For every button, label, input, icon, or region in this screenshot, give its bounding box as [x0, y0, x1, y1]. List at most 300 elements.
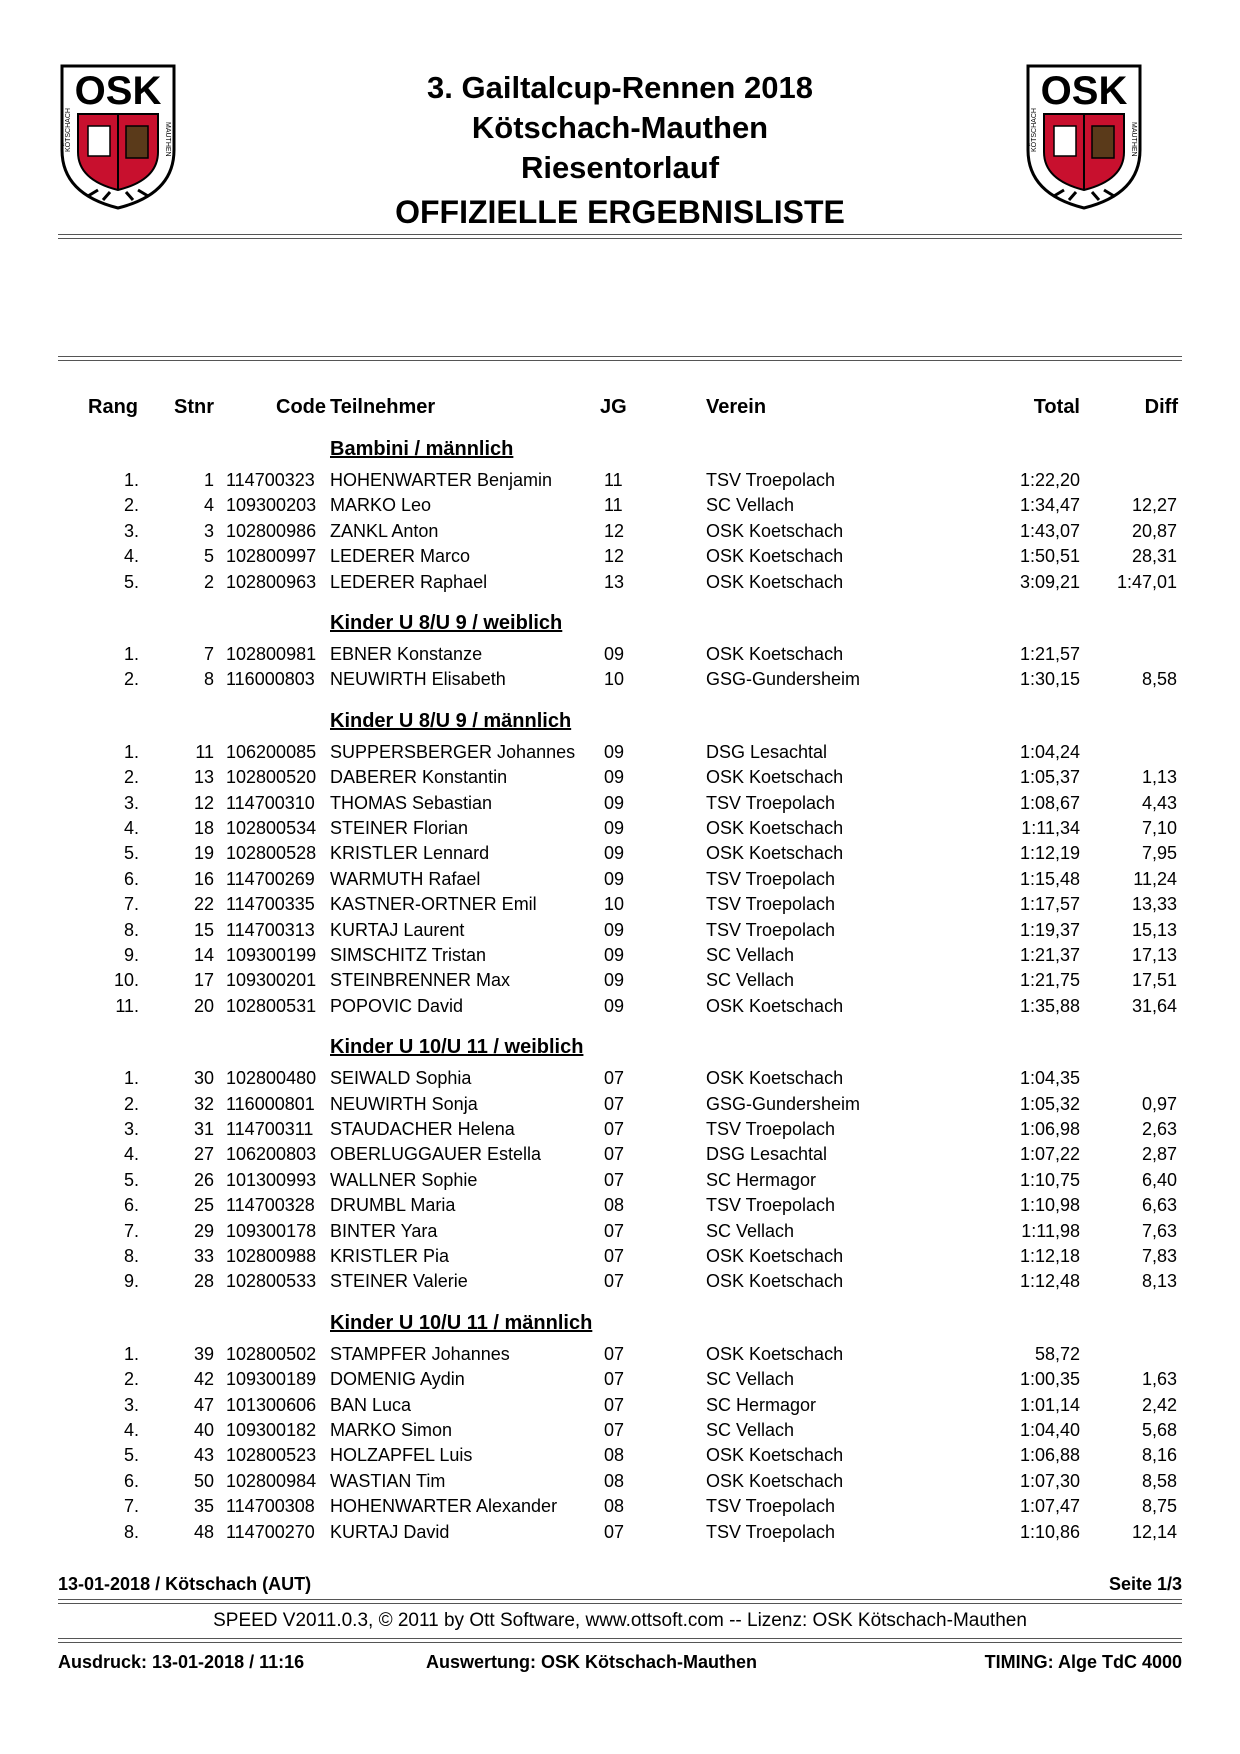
col-jg: JG: [600, 396, 627, 418]
category-title: Kinder U 10/U 11 / männlich: [330, 1311, 593, 1334]
birth-year: 09: [604, 644, 625, 664]
time-diff: 12,14: [1131, 1521, 1177, 1542]
start-number: 26: [193, 1169, 214, 1190]
code: 114700310: [226, 792, 315, 813]
osk-logo-left: [58, 62, 178, 212]
birth-year: 09: [604, 767, 625, 788]
logo-text: OSK: [1040, 69, 1128, 113]
result-row: [0, 1395, 1240, 1419]
result-row: [0, 1496, 1240, 1520]
time-diff: 17,51: [1131, 970, 1177, 991]
result-row: [0, 970, 1240, 994]
result-row: [0, 793, 1240, 817]
total-time: 1:15,48: [1019, 868, 1080, 889]
birth-year: 07: [604, 1246, 625, 1266]
athlete-name: STEINBRENNER Max: [330, 970, 511, 991]
start-number: 14: [193, 945, 214, 965]
start-number: 11: [195, 741, 214, 762]
rank: 2.: [123, 1369, 139, 1390]
result-row: [0, 1170, 1240, 1194]
total-time: 1:34,47: [1019, 495, 1080, 516]
birth-year: 07: [604, 1394, 625, 1415]
time-diff: 1:47,01: [1116, 571, 1177, 592]
result-row: [0, 644, 1240, 668]
athlete-name: LEDERER Raphael: [330, 571, 488, 592]
birth-year: 09: [604, 995, 625, 1016]
total-time: 1:06,98: [1019, 1119, 1080, 1139]
svg-text:KÖTSCHACH: KÖTSCHACH: [65, 108, 72, 152]
svg-text:MAUTHEN: MAUTHEN: [1130, 122, 1137, 157]
result-row: [0, 1221, 1240, 1245]
athlete-name: DRUMBL Maria: [330, 1195, 456, 1216]
club: TSV Troepolach: [706, 1496, 836, 1517]
start-number: 40: [193, 1420, 214, 1440]
athlete-name: STEINER Valerie: [330, 1271, 468, 1292]
rank: 4.: [123, 546, 139, 567]
birth-year: 07: [604, 1144, 625, 1165]
club: GSG-Gundersheim: [706, 1093, 861, 1114]
start-number: 17: [193, 970, 214, 991]
athlete-name: EBNER Konstanze: [330, 644, 483, 664]
col-stnr: Stnr: [174, 396, 214, 418]
club: OSK Koetschach: [706, 571, 844, 592]
footer-printed: Ausdruck: 13-01-2018 / 11:16: [58, 1652, 305, 1672]
athlete-name: WASTIAN Tim: [330, 1470, 446, 1491]
start-number: 25: [193, 1195, 214, 1216]
athlete-name: STAMPFER Johannes: [330, 1343, 510, 1364]
total-time: 1:05,37: [1019, 767, 1080, 788]
birth-year: 09: [604, 741, 625, 762]
rank: 8.: [123, 919, 139, 940]
club: OSK Koetschach: [706, 1343, 844, 1364]
club: TSV Troepolach: [706, 1195, 836, 1216]
result-row: [0, 1471, 1240, 1495]
club: OSK Koetschach: [706, 1470, 844, 1491]
athlete-name: STEINER Florian: [330, 818, 469, 838]
category-title: Bambini / männlich: [330, 438, 514, 460]
athlete-name: LEDERER Marco: [330, 546, 471, 567]
total-time: 1:10,75: [1019, 1169, 1080, 1190]
start-number: 15: [193, 919, 214, 940]
rank: 5.: [123, 571, 139, 592]
code: 102800997: [226, 546, 317, 567]
athlete-name: DOMENIG Aydin: [330, 1369, 465, 1390]
result-row: [0, 1369, 1240, 1393]
start-number: 20: [193, 995, 214, 1016]
athlete-name: WALLNER Sophie: [330, 1169, 478, 1190]
total-time: 1:07,30: [1019, 1470, 1080, 1491]
svg-text:MAUTHEN: MAUTHEN: [164, 122, 171, 157]
start-number: 29: [193, 1220, 214, 1241]
birth-year: 08: [604, 1496, 625, 1517]
start-number: 43: [193, 1445, 214, 1466]
start-number: 31: [193, 1119, 214, 1139]
result-row: [0, 894, 1240, 918]
club: TSV Troepolach: [706, 919, 836, 940]
code: 114700323: [226, 470, 315, 490]
athlete-name: OBERLUGGAUER Estella: [330, 1144, 542, 1165]
time-diff: 28,31: [1131, 546, 1177, 567]
result-row: [0, 1344, 1240, 1368]
total-time: 1:21,75: [1019, 970, 1080, 991]
code: 102800531: [226, 995, 317, 1016]
total-time: 1:12,18: [1019, 1246, 1080, 1266]
total-time: 58,72: [1034, 1343, 1080, 1364]
col-total: Total: [1033, 396, 1080, 418]
rank: 4.: [123, 1144, 139, 1165]
club: TSV Troepolach: [706, 868, 836, 889]
total-time: 1:30,15: [1019, 669, 1080, 690]
athlete-name: POPOVIC David: [330, 995, 464, 1016]
birth-year: 09: [604, 818, 625, 838]
total-time: 1:17,57: [1019, 894, 1080, 915]
result-row: [0, 470, 1240, 494]
code: 102800523: [226, 1445, 317, 1466]
athlete-name: KURTAJ Laurent: [330, 919, 465, 940]
time-diff: 11,24: [1133, 868, 1177, 889]
start-number: 13: [193, 767, 214, 788]
total-time: 1:06,88: [1019, 1445, 1080, 1466]
athlete-name: SEIWALD Sophia: [330, 1068, 472, 1089]
athlete-name: KRISTLER Lennard: [330, 843, 490, 864]
rank: 7.: [123, 894, 139, 915]
club: OSK Koetschach: [706, 1445, 844, 1466]
birth-year: 07: [604, 1420, 625, 1440]
result-row: [0, 945, 1240, 969]
start-number: 48: [193, 1521, 214, 1542]
club: SC Hermagor: [706, 1169, 817, 1190]
start-number: 47: [193, 1394, 214, 1415]
birth-year: 07: [604, 1093, 625, 1114]
club: OSK Koetschach: [706, 843, 844, 864]
result-row: [0, 1144, 1240, 1168]
athlete-name: NEUWIRTH Elisabeth: [330, 669, 506, 690]
start-number: 16: [193, 868, 214, 889]
col-code: Code: [276, 396, 326, 418]
total-time: 1:07,47: [1019, 1496, 1080, 1517]
athlete-name: STAUDACHER Helena: [330, 1119, 515, 1139]
start-number: 7: [203, 644, 214, 664]
rank: 3.: [123, 792, 139, 813]
time-diff: 1,63: [1141, 1369, 1177, 1390]
start-number: 30: [193, 1068, 214, 1089]
birth-year: 08: [604, 1470, 625, 1491]
club: OSK Koetschach: [706, 995, 844, 1016]
start-number: 42: [193, 1369, 214, 1390]
svg-text:KÖTSCHACH: KÖTSCHACH: [1031, 108, 1038, 152]
time-diff: 13,33: [1131, 894, 1177, 915]
rank: 5.: [123, 843, 139, 864]
club: TSV Troepolach: [706, 470, 836, 490]
result-row: [0, 1522, 1240, 1546]
start-number: 39: [193, 1343, 214, 1364]
osk-logo-right: [1024, 62, 1144, 212]
time-diff: 8,13: [1141, 1271, 1177, 1292]
code: 102800984: [226, 1470, 317, 1491]
start-number: 12: [193, 792, 214, 813]
time-diff: 12,27: [1131, 495, 1177, 516]
total-time: 1:11,98: [1021, 1220, 1080, 1241]
total-time: 1:50,51: [1019, 546, 1080, 567]
athlete-name: SIMSCHITZ Tristan: [330, 945, 487, 965]
rank: 2.: [123, 669, 139, 690]
birth-year: 07: [604, 1119, 625, 1139]
birth-year: 09: [604, 970, 625, 991]
table-top-divider: [58, 356, 1182, 361]
club: TSV Troepolach: [706, 1119, 836, 1139]
code: 109300178: [226, 1220, 317, 1241]
code: 114700328: [226, 1195, 315, 1216]
rank: 6.: [123, 868, 139, 889]
col-rang: Rang: [88, 396, 138, 418]
start-number: 35: [193, 1496, 214, 1517]
athlete-name: THOMAS Sebastian: [330, 792, 493, 813]
total-time: 1:08,67: [1019, 792, 1080, 813]
result-row: [0, 572, 1240, 596]
total-time: 1:07,22: [1019, 1144, 1080, 1165]
rank: 6.: [123, 1470, 139, 1491]
code: 116000803: [226, 669, 315, 690]
total-time: 1:43,07: [1019, 520, 1080, 541]
code: 102800981: [226, 644, 317, 664]
result-row: [0, 1445, 1240, 1469]
club: OSK Koetschach: [706, 546, 844, 567]
footer-timing: TIMING: Alge TdC 4000: [984, 1652, 1182, 1672]
rank: 8.: [123, 1246, 139, 1266]
start-number: 33: [193, 1246, 214, 1266]
total-time: 1:22,20: [1019, 470, 1080, 490]
start-number: 5: [203, 546, 214, 567]
category-title: Kinder U 8/U 9 / weiblich: [330, 612, 563, 634]
club: SC Vellach: [706, 1220, 795, 1241]
rank: 3.: [123, 520, 139, 541]
athlete-name: BINTER Yara: [330, 1220, 438, 1241]
birth-year: 07: [604, 1068, 625, 1089]
club: SC Vellach: [706, 945, 795, 965]
result-row: [0, 869, 1240, 893]
total-time: 1:21,57: [1019, 644, 1080, 664]
rank: 3.: [123, 1119, 139, 1139]
rank: 9.: [123, 1271, 139, 1292]
result-row: [0, 996, 1240, 1020]
club: OSK Koetschach: [706, 1246, 844, 1266]
code: 102800520: [226, 767, 317, 788]
code: 102800528: [226, 843, 317, 864]
athlete-name: KASTNER-ORTNER Emil: [330, 894, 537, 915]
code: 101300606: [226, 1394, 317, 1415]
result-row: [0, 1420, 1240, 1444]
rank: 7.: [123, 1496, 139, 1517]
code: 114700269: [226, 868, 315, 889]
code: 109300203: [226, 495, 317, 516]
code: 114700335: [226, 894, 315, 915]
result-row: [0, 767, 1240, 791]
club: SC Hermagor: [706, 1394, 817, 1415]
total-time: 1:10,98: [1019, 1195, 1080, 1216]
athlete-name: MARKO Leo: [330, 495, 432, 516]
start-number: 19: [193, 843, 214, 864]
birth-year: 12: [604, 546, 625, 567]
athlete-name: SUPPERSBERGER Johannes: [330, 741, 576, 762]
club: SC Vellach: [706, 970, 795, 991]
birth-year: 07: [604, 1369, 625, 1390]
time-diff: 15,13: [1131, 919, 1177, 940]
code: 114700270: [226, 1521, 315, 1542]
time-diff: 8,58: [1141, 669, 1177, 690]
result-row: [0, 1119, 1240, 1143]
club: TSV Troepolach: [706, 894, 836, 915]
birth-year: 09: [604, 919, 625, 940]
club: DSG Lesachtal: [706, 741, 828, 762]
time-diff: 7,10: [1141, 818, 1177, 838]
code: 101300993: [226, 1169, 317, 1190]
start-number: 22: [193, 894, 214, 915]
rank: 9.: [123, 945, 139, 965]
birth-year: 07: [604, 1220, 625, 1241]
club: TSV Troepolach: [706, 792, 836, 813]
start-number: 18: [193, 818, 214, 838]
rank: 1.: [123, 644, 139, 664]
birth-year: 09: [604, 792, 625, 813]
code: 109300182: [226, 1420, 317, 1440]
title-block: [300, 68, 940, 232]
birth-year: 11: [604, 470, 623, 490]
event-discipline: Riesentorlauf: [520, 150, 720, 185]
result-row: [0, 546, 1240, 570]
club: OSK Koetschach: [706, 644, 844, 664]
total-time: 1:05,32: [1019, 1093, 1080, 1114]
time-diff: 2,87: [1141, 1144, 1177, 1165]
athlete-name: MARKO Simon: [330, 1420, 453, 1440]
code: 102800480: [226, 1068, 317, 1089]
start-number: 27: [193, 1144, 214, 1165]
col-verein: Verein: [706, 396, 767, 418]
total-time: 1:04,35: [1019, 1068, 1080, 1089]
total-time: 1:12,48: [1019, 1271, 1080, 1292]
footer-divider-1: [58, 1599, 1182, 1604]
rank: 4.: [123, 818, 139, 838]
birth-year: 07: [604, 1521, 625, 1542]
result-row: [0, 742, 1240, 766]
result-row: [0, 669, 1240, 693]
total-time: 1:04,24: [1019, 741, 1080, 762]
club: GSG-Gundersheim: [706, 669, 861, 690]
total-time: 1:35,88: [1019, 995, 1080, 1016]
athlete-name: ZANKL Anton: [330, 520, 439, 541]
code: 106200803: [226, 1144, 317, 1165]
rank: 1.: [123, 470, 139, 490]
rank: 8.: [123, 1521, 139, 1542]
rank: 6.: [123, 1195, 139, 1216]
time-diff: 5,68: [1141, 1420, 1177, 1440]
birth-year: 13: [604, 571, 625, 592]
footer-date-place: 13-01-2018 / Kötschach (AUT): [58, 1574, 312, 1594]
category-title: Kinder U 8/U 9 / männlich: [330, 709, 572, 732]
birth-year: 07: [604, 1169, 625, 1190]
time-diff: 6,40: [1141, 1169, 1177, 1190]
club: OSK Koetschach: [706, 818, 844, 838]
athlete-name: HOHENWARTER Benjamin: [330, 470, 553, 490]
total-time: 1:11,34: [1021, 818, 1080, 838]
rank: 11.: [115, 995, 139, 1016]
start-number: 1: [203, 470, 214, 490]
result-row: [0, 1068, 1240, 1092]
result-row: [0, 843, 1240, 867]
start-number: 8: [203, 669, 214, 690]
time-diff: 8,16: [1141, 1445, 1177, 1466]
result-row: [0, 1246, 1240, 1270]
rank: 1.: [123, 741, 139, 762]
code: 109300201: [226, 970, 317, 991]
athlete-name: BAN Luca: [330, 1394, 412, 1415]
rank: 7.: [123, 1220, 139, 1241]
time-diff: 31,64: [1131, 995, 1177, 1016]
athlete-name: KURTAJ David: [330, 1521, 450, 1542]
logo-text: OSK: [74, 69, 162, 113]
total-time: 1:10,86: [1019, 1521, 1080, 1542]
code: 102800502: [226, 1343, 317, 1364]
birth-year: 08: [604, 1445, 625, 1466]
total-time: 1:12,19: [1019, 843, 1080, 864]
birth-year: 10: [604, 894, 625, 915]
start-number: 28: [193, 1271, 214, 1292]
birth-year: 07: [604, 1271, 625, 1292]
rank: 5.: [123, 1169, 139, 1190]
total-time: 1:04,40: [1019, 1420, 1080, 1440]
birth-year: 08: [604, 1195, 625, 1216]
code: 109300189: [226, 1369, 317, 1390]
rank: 2.: [123, 495, 139, 516]
result-row: [0, 1271, 1240, 1295]
result-row: [0, 521, 1240, 545]
rank: 2.: [123, 767, 139, 788]
rank: 1.: [123, 1068, 139, 1089]
col-diff: Diff: [1144, 396, 1178, 418]
total-time: 1:21,37: [1019, 945, 1080, 965]
time-diff: 4,43: [1141, 792, 1177, 813]
athlete-name: DABERER Konstantin: [330, 767, 508, 788]
total-time: 1:01,14: [1019, 1394, 1080, 1415]
athlete-name: KRISTLER Pia: [330, 1246, 450, 1266]
club: OSK Koetschach: [706, 767, 844, 788]
footer-software: SPEED V2011.0.3, © 2011 by Ott Software, www.ottsoft.com -- Lizenz: OSK Kötschach-Mauthen: [213, 1610, 1027, 1631]
event-location: Kötschach-Mauthen: [471, 110, 769, 145]
code: 102800533: [226, 1271, 317, 1292]
time-diff: 0,97: [1141, 1093, 1177, 1114]
time-diff: 17,13: [1131, 945, 1177, 965]
birth-year: 12: [604, 520, 625, 541]
time-diff: 7,95: [1141, 843, 1177, 864]
start-number: 32: [193, 1093, 214, 1114]
code: 102800986: [226, 520, 317, 541]
code: 102800963: [226, 571, 317, 592]
time-diff: 2,63: [1141, 1119, 1177, 1139]
birth-year: 09: [604, 945, 625, 965]
code: 116000801: [226, 1093, 315, 1114]
club: OSK Koetschach: [706, 1271, 844, 1292]
athlete-name: HOLZAPFEL Luis: [330, 1445, 473, 1466]
code: 114700313: [226, 919, 315, 940]
category-title: Kinder U 10/U 11 / weiblich: [330, 1036, 584, 1059]
athlete-name: WARMUTH Rafael: [330, 868, 481, 889]
start-number: 50: [193, 1470, 214, 1491]
total-time: 1:00,35: [1019, 1369, 1080, 1390]
time-diff: 6,63: [1141, 1195, 1177, 1216]
athlete-name: NEUWIRTH Sonja: [330, 1093, 478, 1114]
club: SC Vellach: [706, 1369, 795, 1390]
time-diff: 7,83: [1141, 1246, 1177, 1266]
time-diff: 2,42: [1141, 1394, 1177, 1415]
